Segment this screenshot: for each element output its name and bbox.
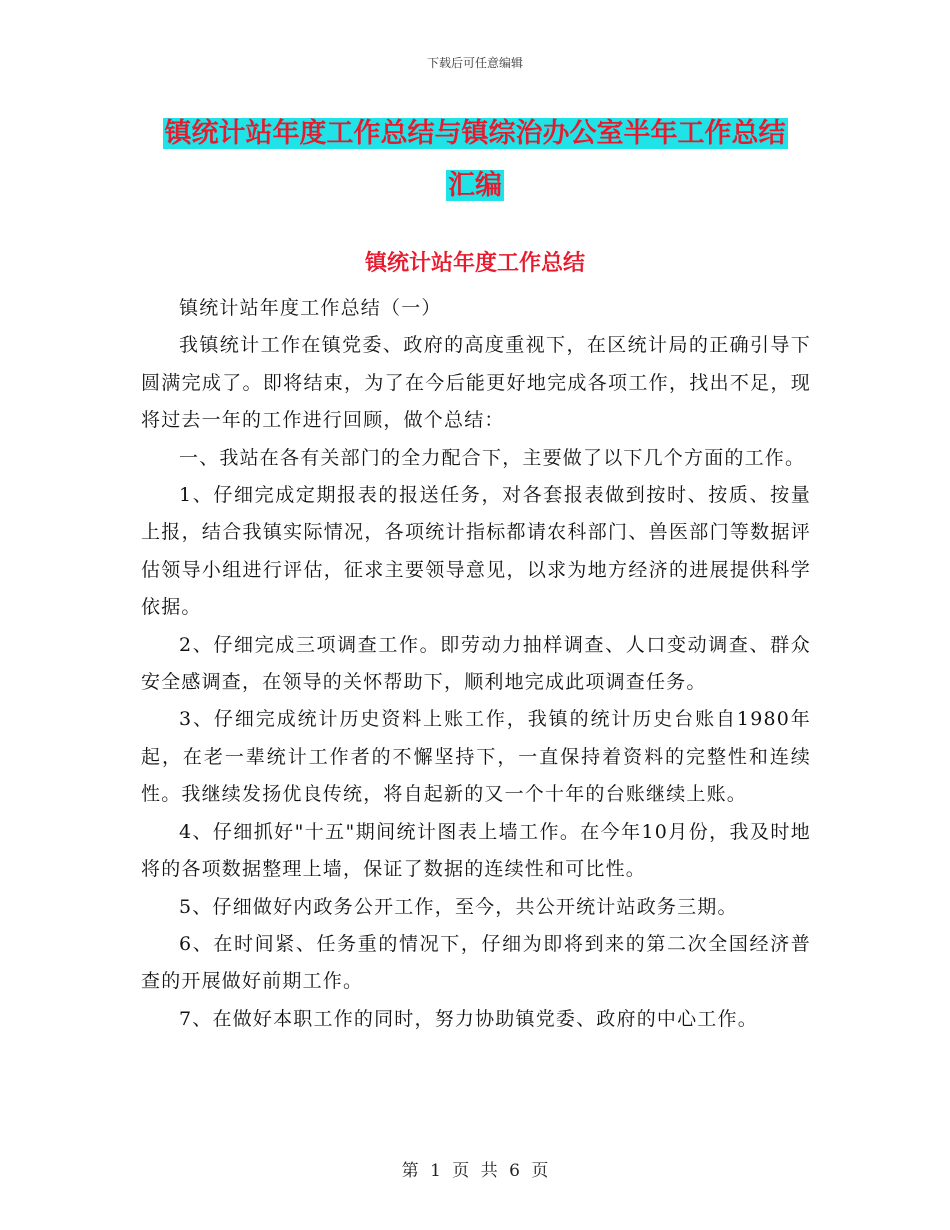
paragraph: 5、仔细做好内政务公开工作，至今，共公开统计站政务三期。	[179, 895, 738, 918]
paragraph: 6、在时间紧、任务重的情况下，仔细为即将到来的第二次全国经济普查的开展做好前期工作。	[141, 932, 811, 993]
section-title: 镇统计站年度工作总结	[364, 250, 585, 276]
paragraph: 2、仔细完成三项调查工作。即劳动力抽样调查、人口变动调查、群众安全感调查，在领导的关怀帮助下，顺利地完成此项调查任务。	[141, 633, 811, 694]
paragraph: 1、仔细完成定期报表的报送任务，对各套报表做到按时、按质、按量上报，结合我镇实际情况，各项统计指标都请农科部门、兽医部门等数据评估领导小组进行评估，征求主要领导意见，以求为地方经济的进展提供科学依据。	[141, 484, 811, 619]
paragraph: 镇统计站年度工作总结（一）	[179, 297, 442, 319]
document-title	[140, 108, 810, 212]
paragraph: 我镇统计工作在镇党委、政府的高度重视下，在区统计局的正确引导下圆满完成了。即将结束，为了在今后能更好地完成各项工作，找出不足，现将过去一年的工作进行回顾，做个总结：	[141, 334, 811, 432]
title-line-1: 镇统计站年度工作总结与镇综治办公室半年工作总结	[164, 118, 786, 149]
paragraph: 一、我站在各有关部门的全力配合下，主要做了以下几个方面的工作。	[179, 446, 806, 469]
title-line-2: 汇编	[448, 170, 502, 201]
page-footer: 第 1 页 共 6 页	[401, 1161, 549, 1181]
paragraph: 4、仔细抓好"十五"期间统计图表上墙工作。在今年10月份，我及时地将的各项数据整理上墙，保证了数据的连续性和可比性。	[141, 820, 811, 881]
document-body	[141, 290, 811, 1038]
paragraph: 7、在做好本职工作的同时，努力协助镇党委、政府的中心工作。	[179, 1007, 758, 1030]
paragraph: 3、仔细完成统计历史资料上账工作，我镇的统计历史台账自1980年起，在老一辈统计工作者的不懈坚持下，一直保持着资料的完整性和连续性。我继续发扬优良传统，将自起新的又一个十年的台账继续上账。	[141, 708, 811, 806]
header-note: 下载后可任意编辑	[426, 56, 523, 70]
